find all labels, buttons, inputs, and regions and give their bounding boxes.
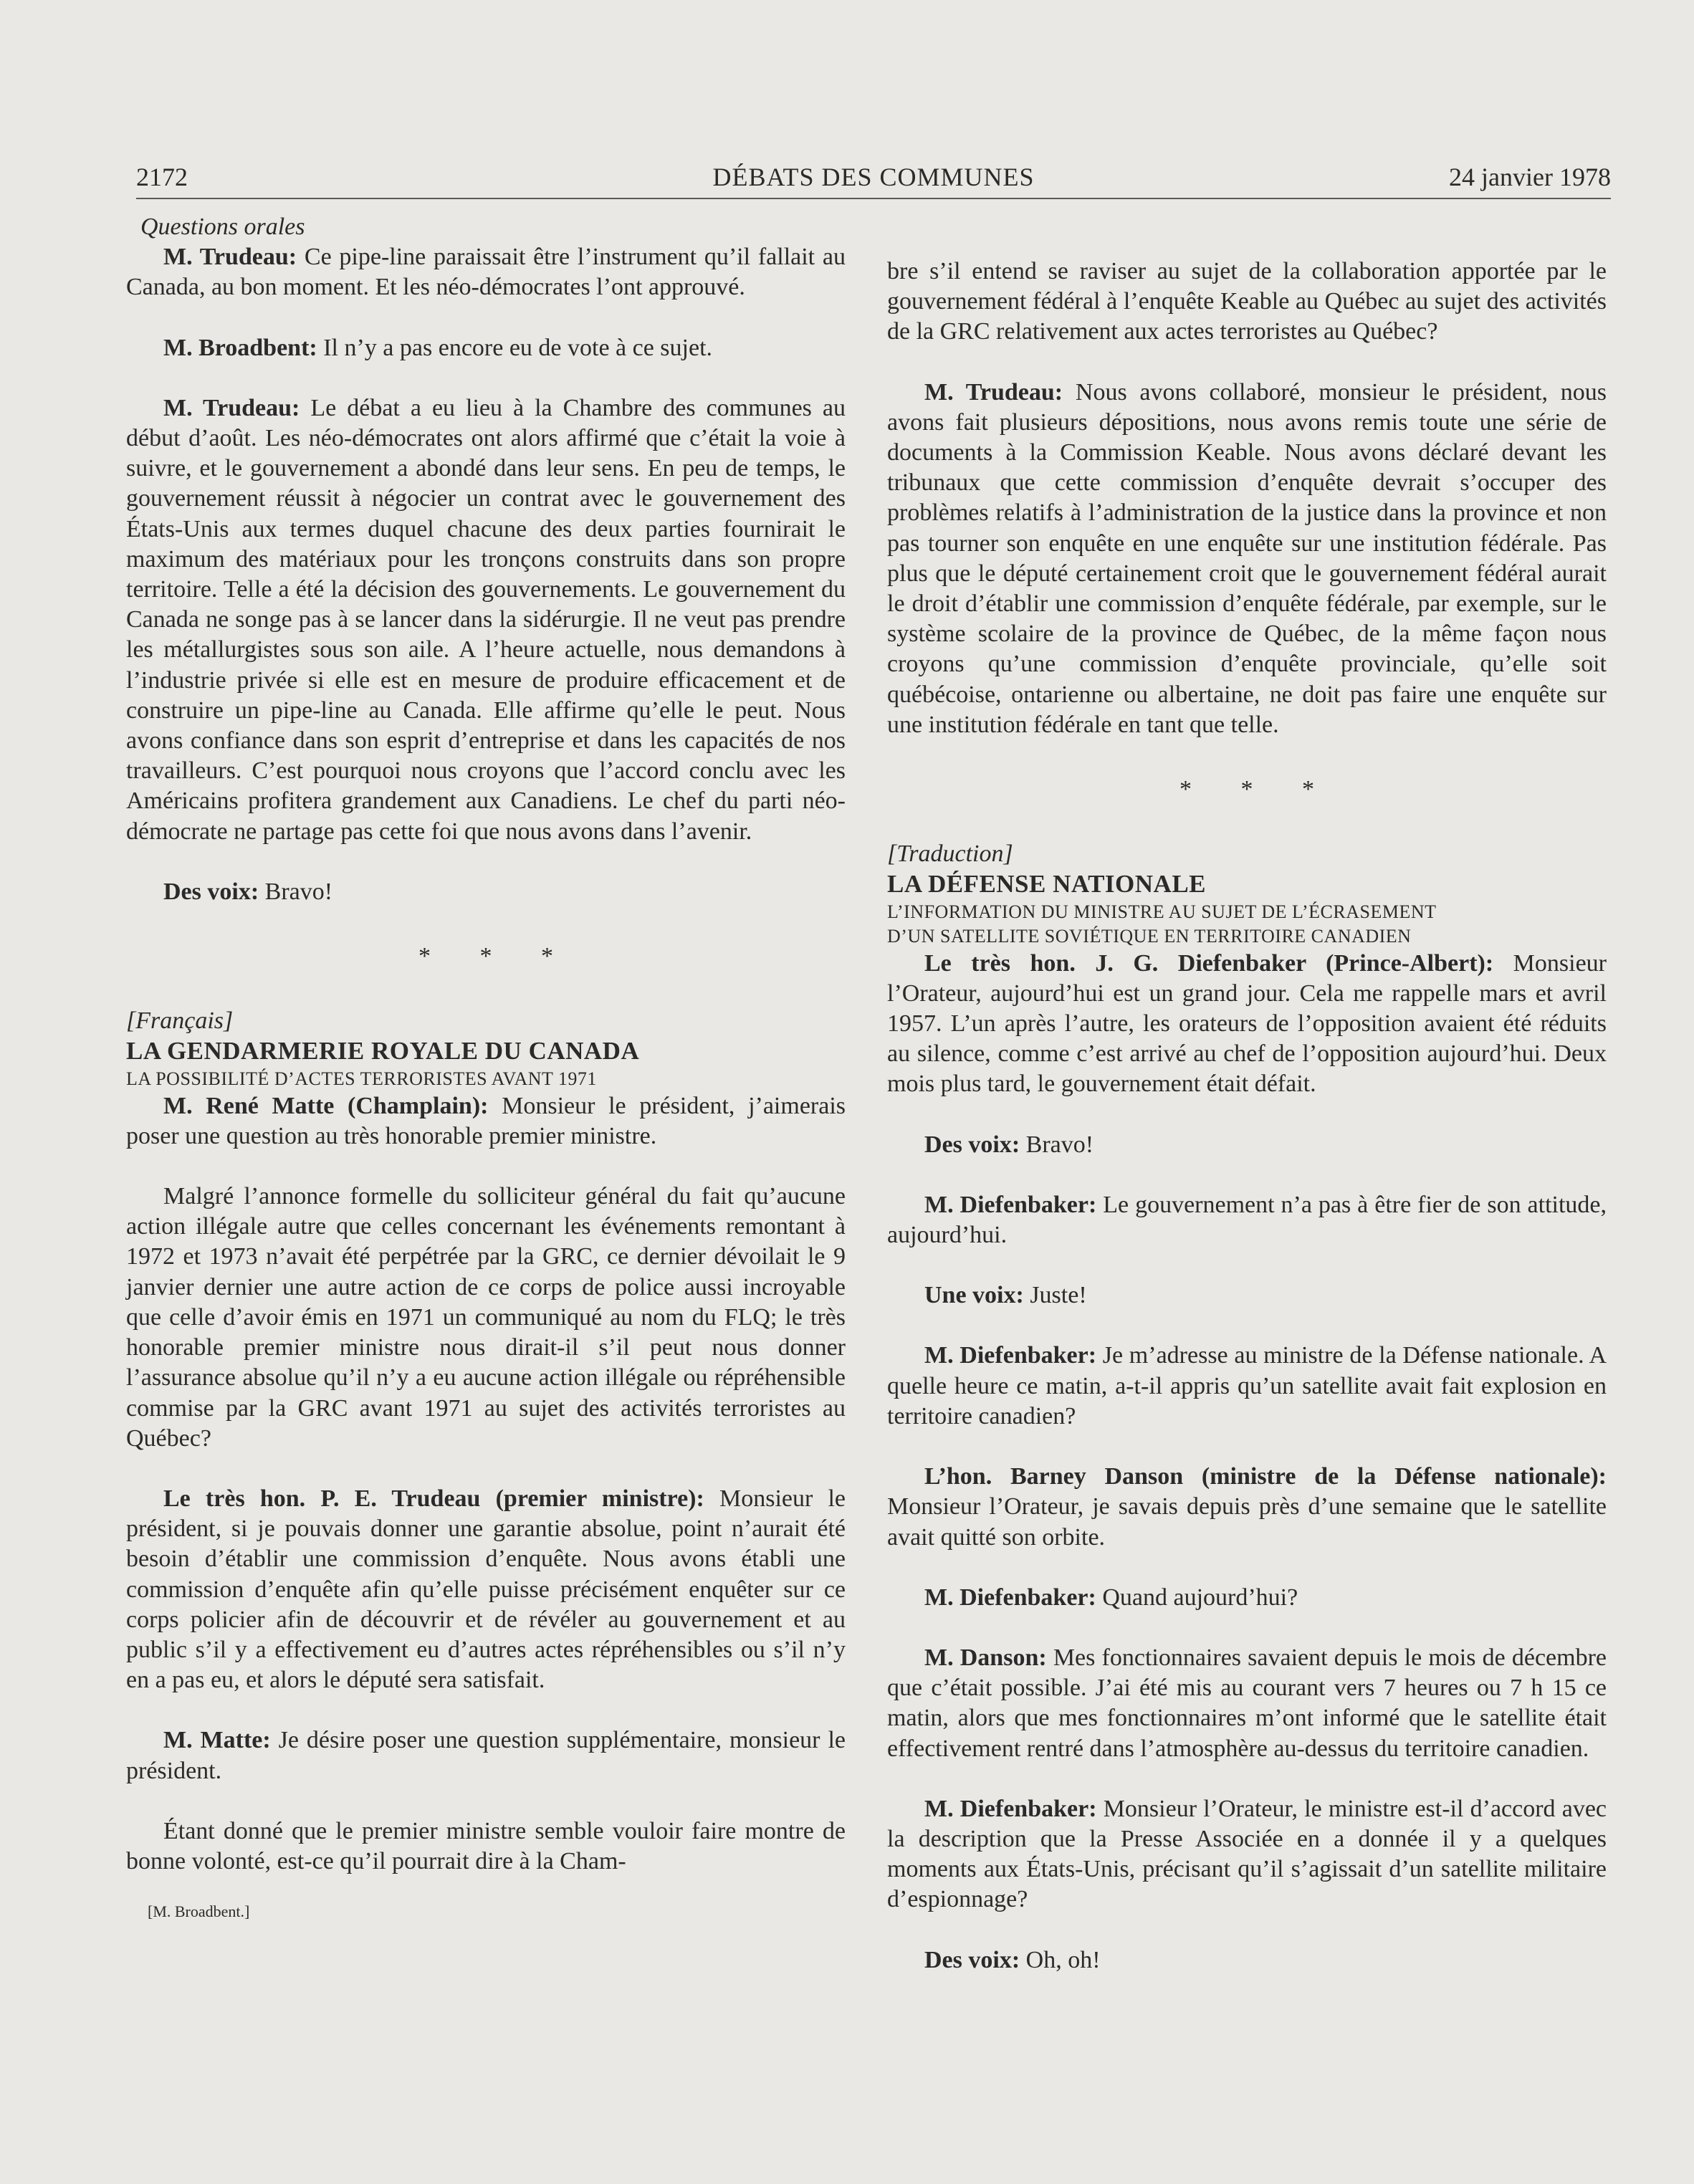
- speech: Oh, oh!: [1020, 1946, 1101, 1973]
- section-label: Questions orales: [140, 214, 305, 240]
- speech: Il n’y a pas encore eu de vote à ce sujet.: [317, 334, 713, 361]
- speech: Bravo!: [259, 878, 333, 905]
- paragraph: [126, 333, 846, 363]
- speaker: Le très hon. P. E. Trudeau (premier ministre):: [163, 1485, 704, 1512]
- speaker: M. Trudeau:: [924, 378, 1063, 406]
- publication-title: DÉBATS DES COMMUNES: [712, 163, 1035, 191]
- page-date: 24 janvier 1978: [1449, 163, 1611, 191]
- speech: Monsieur le président, si je pouvais donner une garantie absolue, point n’aurait été besoin d’établir une commission d’enquête. Nous avons établi une commission d’enquête afin qu’elle puisse précisément enquêter sur ce corps policier afin de découvrir et de révéler au gouvernement et au public s’il y a effectivement eu d’autres actes répréhensibles ou s’il n’y en a pas eu, et alors le député sera satisfait.: [126, 1485, 846, 1694]
- subheading-line: L’INFORMATION DU MINISTRE AU SUJET DE L’ÉCRASEMENT: [887, 901, 1437, 922]
- paragraph: [887, 1583, 1607, 1613]
- speaker: M. René Matte (Champlain):: [163, 1092, 489, 1119]
- speaker: M. Trudeau:: [163, 244, 297, 271]
- paragraph: [887, 1794, 1607, 1915]
- paragraph: [126, 1484, 846, 1695]
- speech: Je m’adresse au ministre de la Défense nationale. A quelle heure ce matin, a-t-il appris qu’un satellite avait fait explosion en territoire canadien?: [887, 1342, 1607, 1429]
- speaker: M. Matte:: [163, 1727, 271, 1754]
- speaker: M. Diefenbaker:: [924, 1191, 1097, 1218]
- speaker: M. Danson:: [924, 1644, 1047, 1671]
- speaker: Le très hon. J. G. Diefenbaker (Prince-Albert):: [924, 949, 1494, 977]
- section-heading: LA GENDARMERIE ROYALE DU CANADA: [126, 1037, 640, 1065]
- language-tag: [Traduction]: [887, 840, 1013, 868]
- speaker: M. Trudeau:: [163, 394, 300, 421]
- speech: Quand aujourd’hui?: [1096, 1584, 1298, 1611]
- paragraph: [887, 378, 1607, 740]
- paragraph: [126, 1725, 846, 1786]
- paragraph: [126, 1091, 846, 1151]
- speech: Ce pipe-line paraissait être l’instrument qu’il fallait au Canada, au bon moment. Et les néo-démocrates l’ont approuvé.: [126, 244, 846, 301]
- paragraph: [126, 877, 846, 907]
- speaker: Des voix:: [163, 878, 259, 905]
- footnote: [M. Broadbent.]: [148, 1902, 250, 1921]
- speech: Le gouvernement n’a pas à être fier de son attitude, aujourd’hui.: [887, 1191, 1607, 1249]
- speaker: M. Broadbent:: [163, 334, 317, 361]
- speaker: Des voix:: [924, 1946, 1020, 1973]
- speech: Nous avons collaboré, monsieur le président, nous avons fait plusieurs dépositions, nous avons remis toute une série de documents à la Commission Keable. Nous avons déclaré devant les tribunaux que cette commission d’enquête devrait s’occuper des problèmes relatifs à l’administration de la justice dans la province et non pas tourner son enquête en une enquête sur une institution fédérale. Pas plus que le député certainement croit que le gouvernement fédéral aurait le droit d’établir une commission d’enquête fédérale, par exemple, sur le système scolaire de la province de Québec, de la même façon nous croyons qu’une commission d’enquête provinciale, qu’elle soit québécoise, ontarienne ou albertaine, ne doit pas faire une enquête sur une institution fédérale en tant que telle.: [887, 378, 1607, 738]
- speaker: M. Diefenbaker:: [924, 1584, 1096, 1611]
- paragraph: bre s’il entend se raviser au sujet de la collaboration apportée par le gouvernement fédéral à l’enquête Keable au Québec au sujet des activités de la GRC relativement aux actes terroristes au Québec?: [887, 258, 1607, 345]
- section-subheading: LA POSSIBILITÉ D’ACTES TERRORISTES AVANT 1971: [126, 1068, 597, 1089]
- speech: Je désire poser une question supplémentaire, monsieur le président.: [126, 1727, 846, 1784]
- section-heading: LA DÉFENSE NATIONALE: [887, 870, 1207, 899]
- paragraph: [887, 1280, 1607, 1311]
- section-subheading: [887, 900, 1607, 949]
- speech: Juste!: [1023, 1282, 1087, 1309]
- speaker: M. Diefenbaker:: [924, 1342, 1097, 1369]
- speaker: Des voix:: [924, 1131, 1020, 1158]
- speech: Monsieur l’Orateur, je savais depuis près d’une semaine que le satellite avait quitté son orbite.: [887, 1493, 1607, 1551]
- right-column: [887, 257, 1607, 1975]
- paragraph: [887, 1190, 1607, 1250]
- speech: Mes fonctionnaires savaient depuis le mois de décembre que c’était possible. J’ai été mis au courant vers 7 heures ou 7 h 15 ce matin, alors que mes fonctionnaires m’ont informé que le satellite était effectivement rentré dans l’atmosphère au-dessus du territoire canadien.: [887, 1644, 1607, 1762]
- speaker: M. Diefenbaker:: [924, 1795, 1097, 1822]
- paragraph: [887, 1341, 1607, 1432]
- speech: Monsieur l’Orateur, le ministre est-il d’accord avec la description que la Presse Associée en a donnée il y a quelques moments aux États-Unis, précisant qu’il s’agissait d’un satellite militaire d’espionnage?: [887, 1795, 1607, 1913]
- speech: Le débat a eu lieu à la Chambre des communes au début d’août. Les néo-démocrates ont alors affirmé que c’était la voie à suivre, et le gouvernement a abondé dans leur sens. En peu de temps, le gouvernement réussit à négocier un contrat avec le gouvernement des États-Unis aux termes duquel chacune des deux parties fournirait le maximum des matériaux pour les tronçons construits dans son propre territoire. Telle a été la décision des gouvernements. Le gouvernement du Canada ne songe pas à se lancer dans la sidérurgie. Il ne veut pas prendre les métallurgistes sous son aile. A l’heure actuelle, nous demandons à l’industrie privée si elle est en mesure de produire efficacement et de construire un pipe-line au Canada. Elle affirme qu’elle le peut. Nous avons confiance dans son esprit d’entreprise et dans les capacités de nos travailleurs. C’est pourquoi nous croyons que l’accord conclu avec les Américains profitera grandement aux Canadiens. Le chef du parti néo-démocrate ne partage pas cette foi que nous avons dans l’avenir.: [126, 394, 846, 845]
- section-separator: * * *: [418, 943, 575, 970]
- paragraph: Étant donné que le premier ministre semble vouloir faire montre de bonne volonté, est-ce qu’il pourrait dire à la Cham-: [126, 1817, 846, 1874]
- left-column: [126, 212, 846, 1927]
- paragraph: [126, 393, 846, 847]
- section-separator: * * *: [1179, 776, 1336, 803]
- speech: Bravo!: [1020, 1131, 1094, 1158]
- paragraph: [887, 949, 1607, 1100]
- paragraph: Malgré l’annonce formelle du solliciteur général du fait qu’aucune action illégale autre que celles concernant les événements remontant à 1972 et 1973 n’avait été perpétrée par la GRC, ce dernier dévoilait le 9 janvier dernier une autre action de ce corps de police aussi incroyable que celle d’avoir émis en 1971 un communiqué au nom du FLQ; le très honorable premier ministre nous dirait-il s’il peut nous donner l’assurance absolue qu’il n’y a eu aucune action illégale ou répréhensible commise par la GRC avant 1971 au sujet des activités terroristes au Québec?: [126, 1183, 846, 1452]
- paragraph: [126, 242, 846, 302]
- speech: Monsieur l’Orateur, aujourd’hui est un grand jour. Cela me rappelle mars et avril 1957. L’un après l’autre, les orateurs de l’opposition avaient été réduits au silence, comme c’est arrivé au chef de l’opposition aujourd’hui. Deux mois plus tard, le gouvernement était défait.: [887, 949, 1607, 1098]
- speech: Monsieur le président, j’aimerais poser une question au très honorable premier ministre.: [126, 1092, 846, 1149]
- paragraph: [887, 1462, 1607, 1553]
- subheading-line: D’UN SATELLITE SOVIÉTIQUE EN TERRITOIRE CANADIEN: [887, 925, 1412, 947]
- page-number: 2172: [136, 163, 188, 191]
- header-rule: [136, 198, 1611, 199]
- language-tag: [Français]: [126, 1007, 234, 1035]
- paragraph: [887, 1130, 1607, 1160]
- speaker: L’hon. Barney Danson (ministre de la Défense nationale):: [924, 1463, 1607, 1490]
- paragraph: [887, 1643, 1607, 1764]
- speaker: Une voix:: [924, 1282, 1024, 1309]
- paragraph: [887, 1945, 1607, 1975]
